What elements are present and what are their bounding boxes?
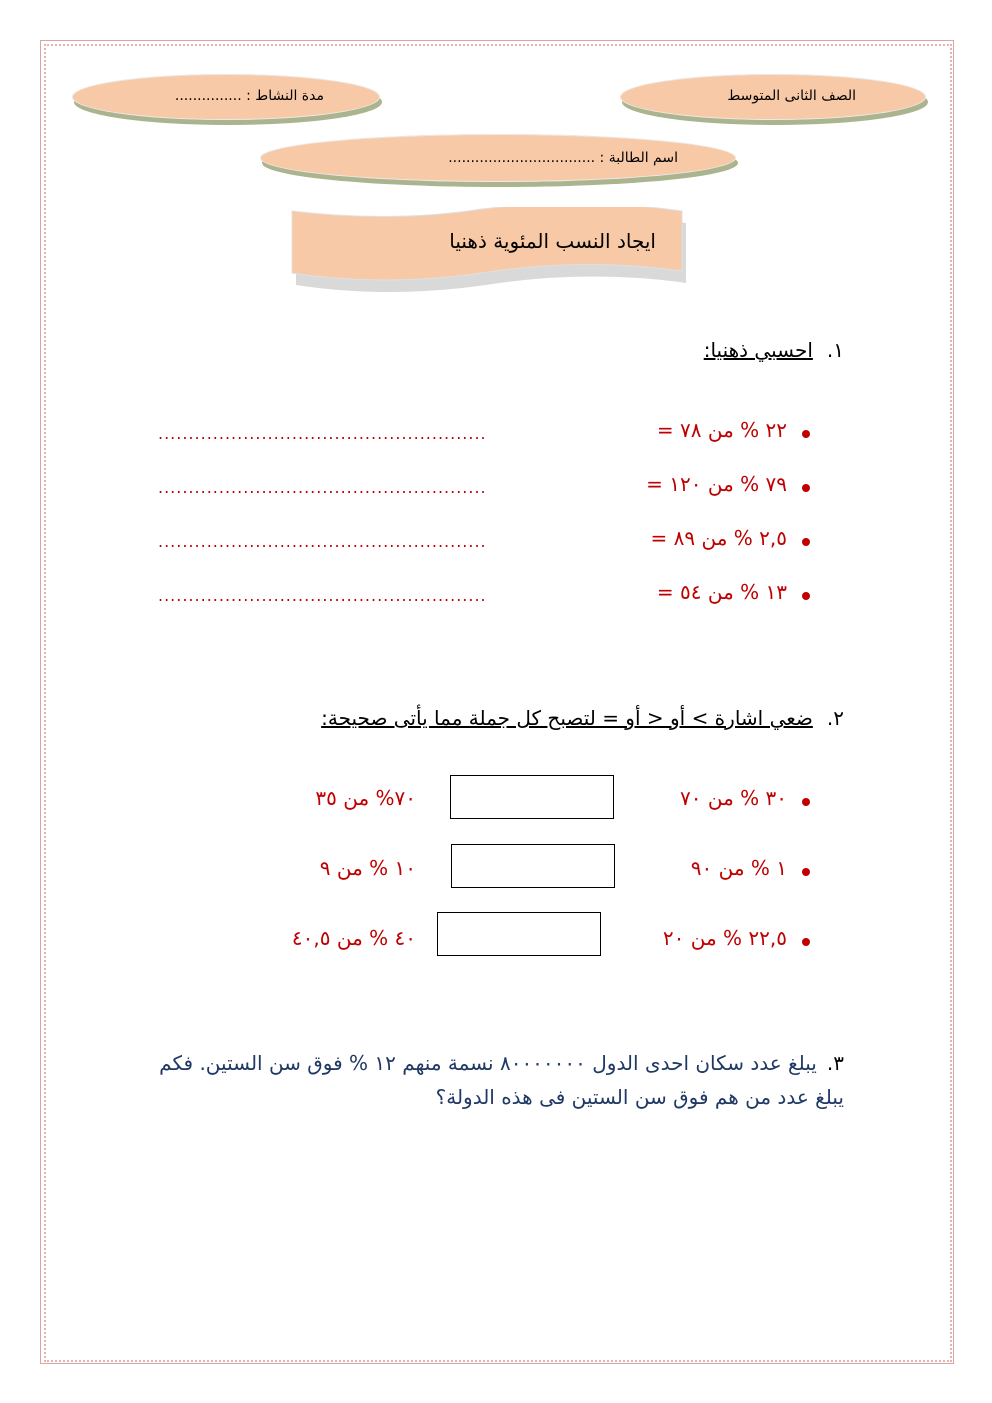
q1-number: ١. <box>826 338 844 362</box>
q1-bullet-1 <box>802 430 810 438</box>
grade-pill <box>620 74 926 120</box>
duration-pill <box>72 74 380 120</box>
q2-answer-box-3[interactable] <box>437 912 601 956</box>
q1-bullet-2 <box>802 484 810 492</box>
q2-left-1: ٣٠ % من ٧٠ <box>680 786 787 810</box>
q2-bullet-1 <box>802 798 810 806</box>
q1-title: احسبي ذهنيا: <box>703 338 813 362</box>
title-banner <box>286 207 694 292</box>
q2-bullet-3 <box>802 938 810 946</box>
q2-right-3: ٤٠ % من ٤٠,٥ <box>291 926 416 950</box>
duration-label: مدة النشاط : ............... <box>174 88 324 104</box>
q1-expr-2: ٧٩ % من ١٢٠ = <box>646 472 787 496</box>
q2-heading <box>321 706 844 730</box>
q2-title: ضعي اشارة > أو < أو = لتصبح كل جملة مما يأتى صحيحة: <box>321 706 813 730</box>
q2-answer-box-2[interactable] <box>451 844 615 888</box>
q2-bullet-2 <box>802 868 810 876</box>
q2-number: ٢. <box>826 706 844 730</box>
student-name-pill <box>260 134 736 182</box>
q1-expr-3: ٢,٥ % من ٨٩ = <box>650 526 787 550</box>
q1-heading <box>704 338 844 362</box>
grade-label: الصف الثانى المتوسط <box>727 88 856 104</box>
q3-number: ٣. <box>826 1051 844 1075</box>
q2-left-3: ٢٢,٥ % من ٢٠ <box>662 926 787 950</box>
q1-bullet-3 <box>802 538 810 546</box>
q3-text: يبلغ عدد سكان احدى الدول ٨٠٠٠٠٠٠٠ نسمة منهم ١٢ % فوق سن الستين. فكم يبلغ عدد من هم فوق سن الستين فى هذه الدولة؟ <box>159 1051 844 1109</box>
q1-answer-dots-2[interactable]: ...................................................... <box>158 478 487 497</box>
q2-right-2: ١٠ % من ٩ <box>319 856 416 880</box>
q1-answer-dots-4[interactable]: ...................................................... <box>158 586 487 605</box>
q2-left-2: ١ % من ٩٠ <box>690 856 787 880</box>
q2-answer-box-1[interactable] <box>450 775 614 819</box>
q1-bullet-4 <box>802 592 810 600</box>
worksheet-title: ايجاد النسب المئوية ذهنيا <box>449 229 656 253</box>
q1-expr-4: ١٣ % من ٥٤ = <box>656 580 787 604</box>
q1-expr-1: ٢٢ % من ٧٨ = <box>656 418 787 442</box>
q1-answer-dots-3[interactable]: ...................................................... <box>158 532 487 551</box>
q2-right-1: ٧٠% من ٣٥ <box>315 786 416 810</box>
q3-paragraph <box>134 1046 844 1114</box>
q1-answer-dots-1[interactable]: ...................................................... <box>158 424 487 443</box>
student-name-label: اسم الطالبة : ................................. <box>448 150 678 166</box>
